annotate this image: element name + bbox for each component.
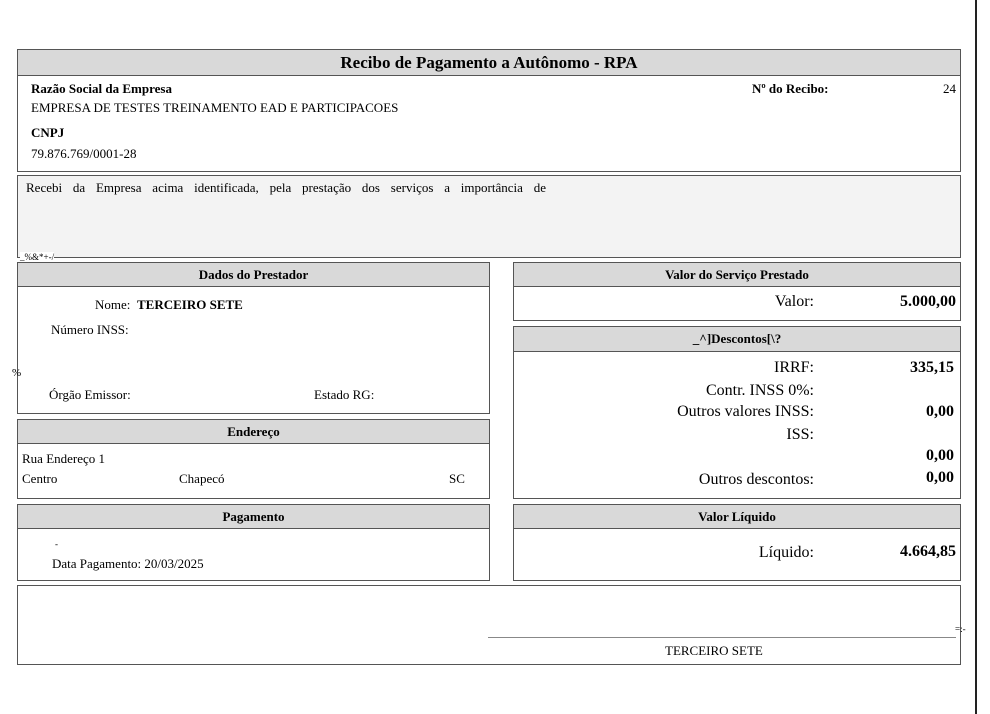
page-edge bbox=[975, 0, 977, 714]
liquido-label: Líquido: bbox=[758, 544, 814, 561]
prestador-box bbox=[17, 286, 490, 414]
declaration-stray-text: _%&*+-/ bbox=[20, 252, 55, 262]
liquido-value: 4.664,85 bbox=[900, 543, 956, 560]
contr-inss-label: Contr. INSS 0%: bbox=[705, 382, 814, 399]
liquido-header-label: Valor Líquido bbox=[698, 509, 776, 524]
cnpj-label: CNPJ bbox=[31, 125, 65, 140]
endereco-box bbox=[17, 443, 490, 499]
pagamento-dash: - bbox=[55, 539, 58, 549]
prestador-nome-label: Nome: bbox=[95, 297, 131, 312]
endereco-rua: Rua Endereço 1 bbox=[22, 451, 106, 466]
company-box bbox=[17, 75, 961, 172]
prestador-stray-text: % bbox=[12, 367, 22, 379]
prestador-orgao-label: Órgão Emissor: bbox=[49, 387, 131, 402]
document-title-bar bbox=[17, 49, 961, 76]
razao-social-label: Razão Social da Empresa bbox=[31, 81, 172, 96]
endereco-header-label: Endereço bbox=[227, 424, 280, 439]
descontos-header bbox=[513, 326, 961, 352]
pagamento-box bbox=[17, 528, 490, 581]
pagamento-data: Data Pagamento: 20/03/2025 bbox=[52, 556, 204, 571]
prestador-header bbox=[17, 262, 490, 287]
endereco-header bbox=[17, 419, 490, 444]
signature-line bbox=[488, 637, 956, 638]
document-title: Recibo de Pagamento a Autônomo - RPA bbox=[340, 53, 638, 72]
irrf-value: 335,15 bbox=[910, 359, 954, 376]
prestador-nome-value: TERCEIRO SETE bbox=[137, 297, 243, 312]
razao-social-value: EMPRESA DE TESTES TREINAMENTO EAD E PARTICIPACOES bbox=[31, 100, 399, 115]
declaration-text: Recebi da Empresa acima identificada, pela prestação dos serviços a importância de bbox=[26, 180, 546, 195]
signature-stray-text: =:- bbox=[955, 624, 966, 634]
outros-descontos-label: Outros descontos: bbox=[698, 471, 814, 488]
recibo-number-value: 24 bbox=[943, 81, 956, 96]
prestador-header-label: Dados do Prestador bbox=[198, 267, 309, 282]
recibo-number-label: Nº do Recibo: bbox=[752, 81, 829, 96]
endereco-cidade: Chapecó bbox=[179, 471, 225, 486]
outros-inss-label: Outros valores INSS: bbox=[677, 403, 814, 420]
prestador-inss-label: Número INSS: bbox=[51, 322, 129, 337]
pagamento-header bbox=[17, 504, 490, 529]
iss-label: ISS: bbox=[786, 426, 814, 443]
liquido-header bbox=[513, 504, 961, 529]
irrf-label: IRRF: bbox=[773, 359, 814, 376]
declaration-box bbox=[17, 175, 961, 258]
endereco-bairro: Centro bbox=[22, 471, 58, 486]
pagamento-header-label: Pagamento bbox=[222, 509, 285, 524]
valor-servico-header bbox=[513, 262, 961, 287]
endereco-uf: SC bbox=[449, 471, 465, 486]
valor-servico-box bbox=[513, 286, 961, 321]
cnpj-value: 79.876.769/0001-28 bbox=[31, 146, 137, 161]
outros-inss-value: 0,00 bbox=[926, 403, 954, 420]
signature-name: TERCEIRO SETE bbox=[665, 643, 763, 658]
signature-box bbox=[17, 585, 961, 665]
valor-value: 5.000,00 bbox=[900, 293, 956, 310]
liquido-box bbox=[513, 528, 961, 581]
outros-descontos-value: 0,00 bbox=[926, 469, 954, 486]
descontos-box bbox=[513, 351, 961, 499]
blank-desconto-value: 0,00 bbox=[926, 447, 954, 464]
descontos-header-label: _^]Descontos[\? bbox=[692, 331, 782, 346]
valor-servico-header-label: Valor do Serviço Prestado bbox=[665, 267, 809, 282]
prestador-estado-label: Estado RG: bbox=[314, 387, 375, 402]
valor-label: Valor: bbox=[774, 293, 814, 310]
